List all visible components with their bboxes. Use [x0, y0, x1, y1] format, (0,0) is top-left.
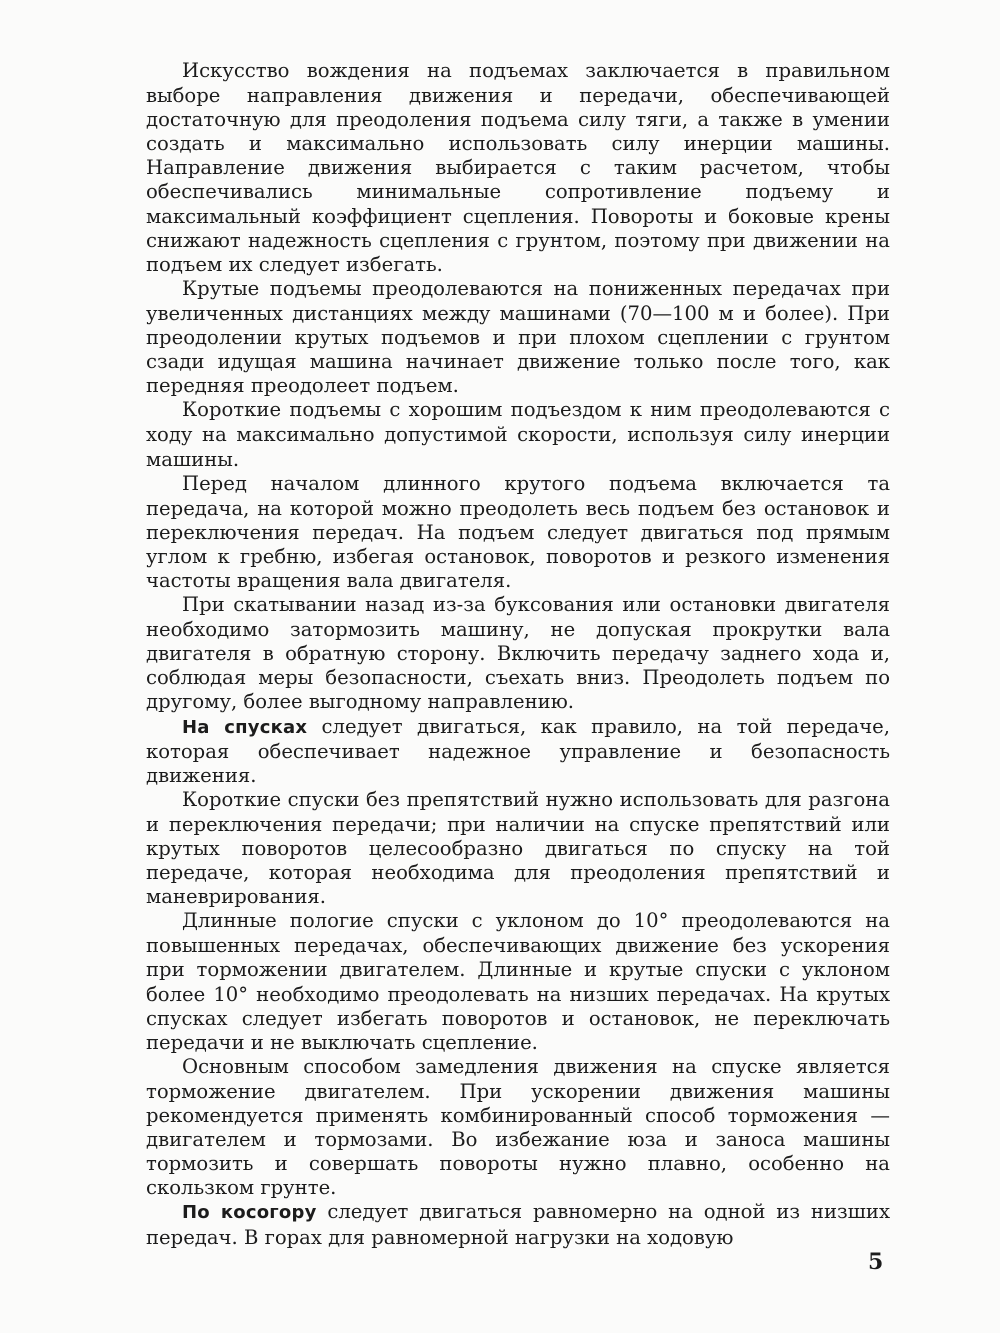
- paragraph-text: Крутые подъемы преодолеваются на пониженных передачах при увеличенных дистанциях между машинами (70—100 м и более). При преодолении крутых подъемов и при плохом сцеплении с грунтом сзади идущая машина начинает движение только после того, как передняя преодолеет подъем.: [146, 276, 890, 398]
- paragraph-lead: На спусках: [182, 716, 308, 738]
- paragraph-text: При скатывании назад из-за буксования или остановки двигателя необходимо затормозить машину, не допуская прокрутки вала двигателя в обратную сторону. Включить передачу заднего хода и, соблюдая меры безопасности, съехать вниз. Преодолеть подъем по другому, более выгодному направлению.: [146, 593, 890, 714]
- paragraph-slope: [146, 1200, 890, 1249]
- paragraph: [146, 909, 890, 1055]
- paragraph: [146, 1055, 890, 1201]
- paragraph: [146, 593, 890, 714]
- paragraph-text: Перед началом длинного крутого подъема включается та передача, на которой можно преодолеть весь подъем без остановок и переключения передач. На подъем следует двигаться под прямым углом к гребню, избегая остановок, поворотов и резкого изменения частоты вращения вала двигателя.: [146, 471, 890, 592]
- paragraph-text: Основным способом замедления движения на спуске является торможение двигателем. При ускорении движения машины рекомендуется применять комбинированный способ торможения — двигателем и тормозами. Во избежание юза и заноса машины тормозить и совершать повороты нужно плавно, особенно на скользком грунте.: [146, 1054, 890, 1200]
- paragraph-text: Короткие спуски без препятствий нужно использовать для разгона и переключения передачи; при наличии на спуске препятствий или крутых поворотов целесообразно двигаться по спуску на той передаче, которая необходима для преодоления препятствий и маневрирования.: [146, 787, 890, 909]
- page-number: 5: [868, 1249, 884, 1275]
- paragraph-text: Искусство вождения на подъемах заключается в правильном выборе направления движения и передачи, обеспечивающей достаточную для преодоления подъема силу тяги, а также в умении создать и максимально использовать силу инерции машины. Направление движения выбирается с таким расчетом, чтобы обеспечивались минимальные сопротивление подъему и максимальный коэффициент сцепления. Повороты и боковые крены снижают надежность сцепления с грунтом, поэтому при движении на подъем их следует избегать.: [146, 59, 890, 276]
- body-text: [146, 59, 890, 1250]
- paragraph: [146, 472, 890, 593]
- paragraph-text: следует двигаться равномерно на одной из низших передач. В горах для равномерной нагрузки на ходовую: [146, 1200, 891, 1249]
- paragraph: [146, 59, 890, 277]
- paragraph-descents: [146, 715, 890, 788]
- paragraph: [146, 398, 890, 471]
- paragraph: [146, 277, 890, 398]
- paragraph-text: следует двигаться, как правило, на той передаче, которая обеспечивает надежное управление и безопасность движения.: [146, 714, 890, 787]
- paragraph: [146, 788, 890, 909]
- paragraph-text: Короткие подъемы с хорошим подъездом к ним преодолеваются с ходу на максимально допустимой скорости, используя силу инерции машины.: [146, 398, 890, 471]
- paragraph-text: Длинные пологие спуски с уклоном до 10° преодолеваются на повышенных передачах, обеспечивающих движение без ускорения при торможении двигателем. Длинные и крутые спуски с уклоном более 10° необходимо преодолевать на низших передачах. На крутых спусках следует избегать поворотов и остановок, не переключать передачи и не выключать сцепление.: [146, 909, 890, 1054]
- paragraph-lead: По косогору: [182, 1202, 317, 1224]
